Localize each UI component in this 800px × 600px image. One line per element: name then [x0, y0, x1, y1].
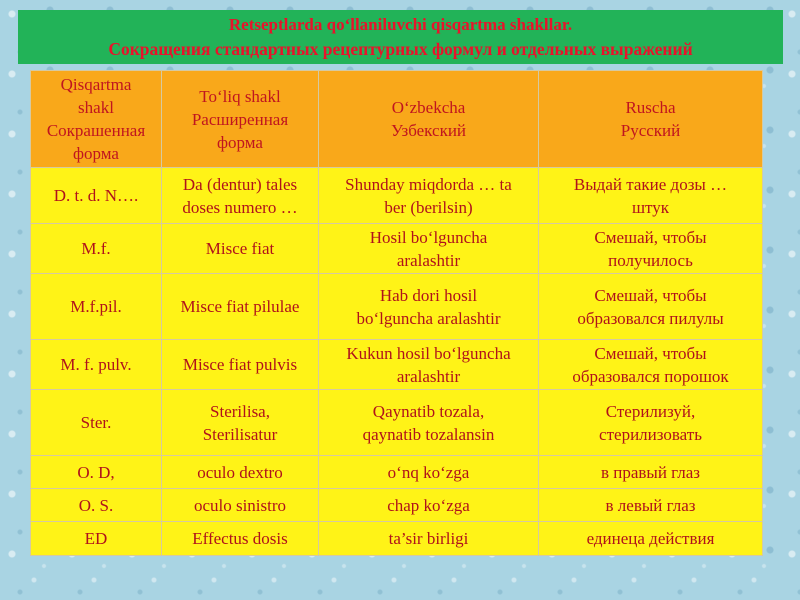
cell-line: Misce fiat pilulae	[180, 297, 300, 316]
cell-full-form	[162, 168, 319, 224]
cell-full-form	[162, 522, 319, 556]
cell-line: oculo dextro	[197, 462, 283, 482]
header-line: Расширенная	[191, 109, 289, 129]
cell-line: M.f.pil.	[70, 297, 122, 316]
cell-line: ber (berilsin)	[384, 197, 473, 217]
header-line: Узбекский	[390, 121, 467, 140]
cell-line: aralashtir	[396, 250, 461, 270]
header-full-form	[162, 71, 319, 168]
cell-abbreviation	[31, 390, 162, 456]
cell-uzbek	[319, 522, 539, 556]
header-abbreviation	[31, 71, 162, 168]
cell-line: в левый глаз	[605, 495, 696, 515]
cell-full-form	[162, 489, 319, 522]
header-line: O‘zbekcha	[391, 98, 466, 117]
cell-line: Ster.	[80, 413, 112, 432]
cell-russian	[539, 224, 763, 274]
cell-uzbek	[319, 224, 539, 274]
header-russian	[539, 71, 763, 168]
cell-line: Shunday miqdorda … ta	[345, 174, 512, 194]
cell-line: qaynatib tozalansin	[362, 424, 495, 444]
cell-uzbek	[319, 340, 539, 390]
cell-line: образовался пилулы	[577, 308, 724, 328]
cell-line: D. t. d. N….	[53, 186, 139, 205]
cell-line: Effectus dosis	[192, 529, 288, 548]
header-line: Ruscha	[625, 98, 676, 117]
cell-line: Misce fiat	[205, 239, 275, 258]
cell-abbreviation	[31, 168, 162, 224]
header-line: Qisqartma	[60, 75, 132, 94]
cell-uzbek	[319, 168, 539, 224]
cell-line: Стерилизуй,	[605, 401, 696, 421]
cell-line: chap ko‘zga	[387, 495, 470, 515]
cell-abbreviation	[31, 224, 162, 274]
cell-line: Sterilisatur	[202, 424, 278, 444]
cell-line: doses numero …	[182, 197, 298, 217]
table-row	[31, 522, 763, 556]
cell-line: в правый глаз	[600, 462, 701, 482]
cell-line: ta’sir birligi	[388, 529, 469, 548]
table-row	[31, 340, 763, 390]
cell-abbreviation	[31, 522, 162, 556]
cell-russian	[539, 274, 763, 340]
cell-uzbek	[319, 390, 539, 456]
cell-full-form	[162, 390, 319, 456]
header-line: форма	[73, 144, 119, 163]
title-russian: Сокращения стандартных рецептурных формул и отдельных выражений	[108, 39, 693, 59]
cell-line: Смешай, чтобы	[594, 343, 707, 363]
cell-line: единеца действия	[586, 529, 715, 548]
cell-uzbek	[319, 456, 539, 489]
cell-russian	[539, 390, 763, 456]
header-line: Русский	[620, 121, 681, 140]
cell-abbreviation	[31, 489, 162, 522]
cell-line: Kukun hosil bo‘lguncha	[346, 343, 511, 363]
cell-russian	[539, 456, 763, 489]
cell-line: oculo sinistro	[193, 495, 287, 515]
cell-russian	[539, 489, 763, 522]
header-line: Сокрашенная	[46, 121, 146, 140]
title-uzbek: Retseptlarda qo‘llaniluvchi qisqartma shakllar.	[228, 15, 573, 34]
cell-line: Qaynatib tozala,	[372, 401, 485, 421]
cell-line: получилось	[608, 250, 693, 270]
header-line: To‘liq shakl	[199, 86, 281, 106]
abbreviations-table-container	[30, 70, 762, 556]
cell-line: Смешай, чтобы	[594, 285, 707, 305]
cell-line: Sterilisa,	[210, 401, 270, 421]
cell-line: образовался порошок	[572, 366, 729, 386]
table-row	[31, 456, 763, 489]
header-line: shakl	[78, 98, 114, 117]
table-row	[31, 390, 763, 456]
table-row	[31, 274, 763, 340]
table-row	[31, 224, 763, 274]
cell-line: aralashtir	[396, 366, 461, 386]
cell-russian	[539, 340, 763, 390]
cell-line: Выдай такие дозы …	[573, 174, 728, 194]
cell-line: Смешай, чтобы	[594, 227, 707, 247]
cell-line: O. D,	[77, 462, 115, 482]
header-line: форма	[217, 132, 263, 152]
cell-line: O. S.	[78, 495, 114, 515]
cell-line: Hosil bo‘lguncha	[369, 227, 488, 247]
cell-full-form	[162, 456, 319, 489]
cell-russian	[539, 522, 763, 556]
cell-line: M.f.	[81, 239, 111, 258]
table-row	[31, 168, 763, 224]
cell-abbreviation	[31, 340, 162, 390]
cell-abbreviation	[31, 274, 162, 340]
cell-line: стерилизовать	[599, 424, 702, 444]
table-row	[31, 489, 763, 522]
cell-line: M. f. pulv.	[60, 355, 132, 374]
cell-russian	[539, 168, 763, 224]
header-row	[31, 71, 763, 168]
cell-line: Da (dentur) tales	[182, 174, 298, 194]
cell-line: ED	[84, 529, 108, 548]
cell-uzbek	[319, 489, 539, 522]
cell-line: штук	[631, 197, 670, 217]
cell-line: Misce fiat pulvis	[182, 355, 298, 374]
cell-abbreviation	[31, 456, 162, 489]
cell-full-form	[162, 274, 319, 340]
cell-full-form	[162, 340, 319, 390]
cell-uzbek	[319, 274, 539, 340]
cell-line: bo‘lguncha aralashtir	[356, 308, 501, 328]
cell-line: Hab dori hosil	[379, 285, 478, 305]
cell-full-form	[162, 224, 319, 274]
abbreviations-table	[30, 70, 763, 556]
header-uzbek	[319, 71, 539, 168]
cell-line: o‘nq ko‘zga	[387, 462, 470, 482]
title-banner	[18, 10, 783, 64]
